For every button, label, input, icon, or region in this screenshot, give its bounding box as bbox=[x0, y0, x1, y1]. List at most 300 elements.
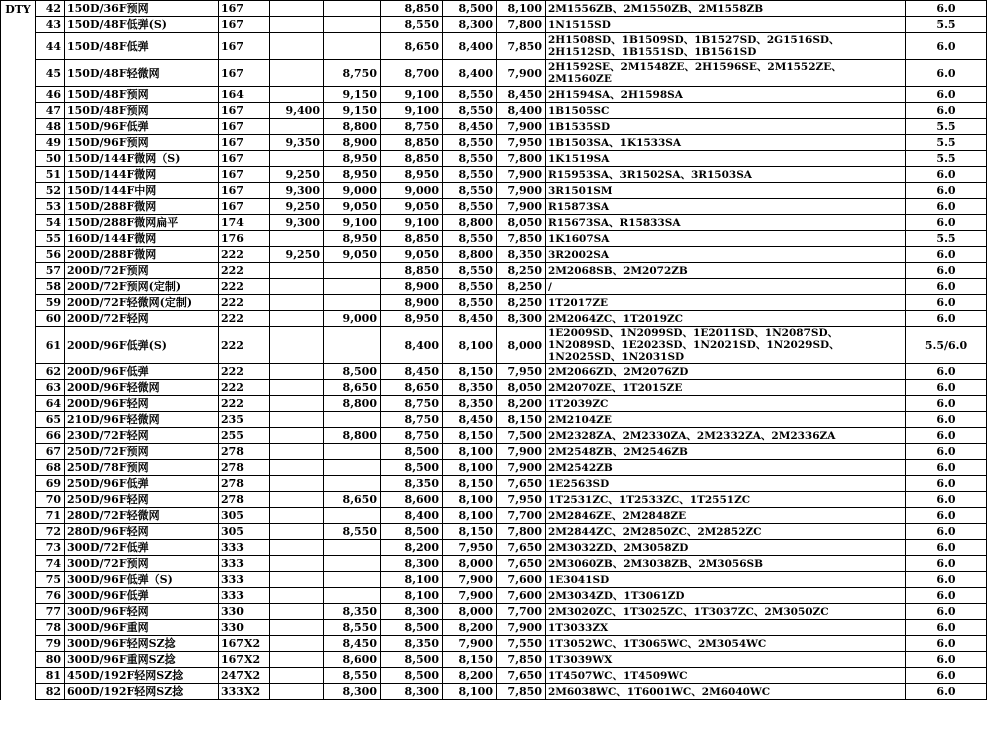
price-col-2: 9,000 bbox=[324, 183, 381, 199]
tolerance-value: 6.0 bbox=[906, 412, 987, 428]
product-spec: 300D/72F低弹 bbox=[65, 540, 219, 556]
price-col-4: 8,200 bbox=[443, 620, 497, 636]
denier-value: 305 bbox=[219, 508, 270, 524]
price-col-5: 7,550 bbox=[497, 636, 546, 652]
table-row bbox=[1, 556, 987, 572]
price-col-1 bbox=[270, 151, 324, 167]
price-col-5: 8,050 bbox=[497, 215, 546, 231]
product-spec: 160D/144F微网 bbox=[65, 231, 219, 247]
product-codes: 1T3033ZX bbox=[546, 620, 906, 636]
row-number: 62 bbox=[36, 364, 65, 380]
table-row bbox=[1, 151, 987, 167]
tolerance-value: 6.0 bbox=[906, 60, 987, 87]
price-col-5: 7,600 bbox=[497, 588, 546, 604]
product-spec: 150D/48F轻微网 bbox=[65, 60, 219, 87]
product-spec: 200D/96F轻网 bbox=[65, 396, 219, 412]
price-col-2 bbox=[324, 17, 381, 33]
product-spec: 250D/78F预网 bbox=[65, 460, 219, 476]
tolerance-value: 6.0 bbox=[906, 524, 987, 540]
product-codes: 1B1535SD bbox=[546, 119, 906, 135]
tolerance-value: 5.5 bbox=[906, 17, 987, 33]
price-col-3: 8,600 bbox=[381, 492, 443, 508]
product-codes: 2H1594SA、2H1598SA bbox=[546, 87, 906, 103]
price-col-3: 8,850 bbox=[381, 135, 443, 151]
price-col-4: 8,550 bbox=[443, 167, 497, 183]
tolerance-value: 6.0 bbox=[906, 295, 987, 311]
product-spec: 280D/72F轻微网 bbox=[65, 508, 219, 524]
price-col-3: 8,950 bbox=[381, 311, 443, 327]
price-col-4: 8,100 bbox=[443, 684, 497, 700]
row-number: 73 bbox=[36, 540, 65, 556]
denier-value: 167 bbox=[219, 199, 270, 215]
price-col-4: 8,000 bbox=[443, 556, 497, 572]
row-number: 65 bbox=[36, 412, 65, 428]
price-col-1 bbox=[270, 231, 324, 247]
denier-value: 222 bbox=[219, 396, 270, 412]
price-col-5: 8,450 bbox=[497, 87, 546, 103]
row-number: 50 bbox=[36, 151, 65, 167]
price-col-3: 8,500 bbox=[381, 524, 443, 540]
denier-value: 255 bbox=[219, 428, 270, 444]
price-col-4: 8,150 bbox=[443, 476, 497, 492]
price-col-2: 8,500 bbox=[324, 364, 381, 380]
price-col-4: 8,550 bbox=[443, 231, 497, 247]
table-row bbox=[1, 279, 987, 295]
price-col-1: 9,300 bbox=[270, 215, 324, 231]
tolerance-value: 6.0 bbox=[906, 476, 987, 492]
price-col-2: 9,050 bbox=[324, 199, 381, 215]
product-spec: 600D/192F轻网SZ捻 bbox=[65, 684, 219, 700]
price-col-5: 8,300 bbox=[497, 311, 546, 327]
price-col-1 bbox=[270, 508, 324, 524]
price-col-2 bbox=[324, 33, 381, 60]
tolerance-value: 6.0 bbox=[906, 588, 987, 604]
price-col-2: 8,950 bbox=[324, 151, 381, 167]
price-col-1 bbox=[270, 460, 324, 476]
price-col-2 bbox=[324, 556, 381, 572]
table-row bbox=[1, 119, 987, 135]
product-codes: 2M2542ZB bbox=[546, 460, 906, 476]
price-col-3: 8,350 bbox=[381, 636, 443, 652]
table-row bbox=[1, 295, 987, 311]
tolerance-value: 6.0 bbox=[906, 396, 987, 412]
price-col-3: 8,900 bbox=[381, 279, 443, 295]
tolerance-value: 6.0 bbox=[906, 87, 987, 103]
product-spec: 250D/96F轻网 bbox=[65, 492, 219, 508]
price-col-4: 8,150 bbox=[443, 428, 497, 444]
price-col-2: 8,600 bbox=[324, 652, 381, 668]
price-col-2: 8,550 bbox=[324, 668, 381, 684]
price-col-3: 9,000 bbox=[381, 183, 443, 199]
product-codes: 2M6038WC、1T6001WC、2M6040WC bbox=[546, 684, 906, 700]
row-number: 64 bbox=[36, 396, 65, 412]
product-codes: 2H1508SD、1B1509SD、1B1527SD、2G1516SD、2H1512SD、1B1551SD、1B1561SD bbox=[546, 33, 906, 60]
price-col-3: 8,100 bbox=[381, 572, 443, 588]
price-col-3: 8,500 bbox=[381, 444, 443, 460]
price-col-3: 8,450 bbox=[381, 364, 443, 380]
table-row bbox=[1, 311, 987, 327]
product-codes: R15873SA bbox=[546, 199, 906, 215]
price-col-1 bbox=[270, 604, 324, 620]
price-col-1 bbox=[270, 636, 324, 652]
product-spec: 300D/72F预网 bbox=[65, 556, 219, 572]
price-col-2 bbox=[324, 327, 381, 364]
price-col-5: 7,900 bbox=[497, 167, 546, 183]
table-row bbox=[1, 636, 987, 652]
price-col-1 bbox=[270, 588, 324, 604]
price-col-3: 8,750 bbox=[381, 412, 443, 428]
table-row bbox=[1, 1, 987, 17]
denier-value: 222 bbox=[219, 279, 270, 295]
denier-value: 333 bbox=[219, 572, 270, 588]
product-spec: 200D/72F预网(定制) bbox=[65, 279, 219, 295]
price-col-1 bbox=[270, 476, 324, 492]
product-codes: 1K1607SA bbox=[546, 231, 906, 247]
price-col-2 bbox=[324, 572, 381, 588]
row-number: 54 bbox=[36, 215, 65, 231]
tolerance-value: 6.0 bbox=[906, 33, 987, 60]
denier-value: 167 bbox=[219, 167, 270, 183]
price-col-4: 8,100 bbox=[443, 492, 497, 508]
product-codes: 1T2531ZC、1T2533ZC、1T2551ZC bbox=[546, 492, 906, 508]
product-codes: 2M2846ZE、2M2848ZE bbox=[546, 508, 906, 524]
price-col-1 bbox=[270, 295, 324, 311]
table-row bbox=[1, 652, 987, 668]
product-spec: 200D/72F轻微网(定制) bbox=[65, 295, 219, 311]
row-number: 67 bbox=[36, 444, 65, 460]
product-codes: 1E2563SD bbox=[546, 476, 906, 492]
tolerance-value: 5.5 bbox=[906, 231, 987, 247]
denier-value: 167 bbox=[219, 17, 270, 33]
product-spec: 150D/48F预网 bbox=[65, 103, 219, 119]
table-row bbox=[1, 60, 987, 87]
table-row bbox=[1, 215, 987, 231]
product-spec: 150D/48F低弹 bbox=[65, 33, 219, 60]
denier-value: 278 bbox=[219, 444, 270, 460]
price-col-4: 8,800 bbox=[443, 247, 497, 263]
table-row bbox=[1, 588, 987, 604]
table-row bbox=[1, 476, 987, 492]
price-table-body bbox=[1, 1, 987, 700]
row-number: 58 bbox=[36, 279, 65, 295]
price-col-3: 8,400 bbox=[381, 327, 443, 364]
price-col-4: 8,450 bbox=[443, 412, 497, 428]
price-col-5: 7,700 bbox=[497, 604, 546, 620]
price-col-1: 9,300 bbox=[270, 183, 324, 199]
price-col-3: 8,650 bbox=[381, 380, 443, 396]
denier-value: 167 bbox=[219, 103, 270, 119]
price-col-5: 7,950 bbox=[497, 135, 546, 151]
table-row bbox=[1, 364, 987, 380]
price-col-2 bbox=[324, 444, 381, 460]
tolerance-value: 6.0 bbox=[906, 492, 987, 508]
price-col-4: 8,550 bbox=[443, 263, 497, 279]
product-spec: 300D/96F重网SZ捻 bbox=[65, 652, 219, 668]
row-number: 74 bbox=[36, 556, 65, 572]
row-number: 44 bbox=[36, 33, 65, 60]
tolerance-value: 6.0 bbox=[906, 540, 987, 556]
table-row bbox=[1, 620, 987, 636]
tolerance-value: 6.0 bbox=[906, 460, 987, 476]
row-number: 46 bbox=[36, 87, 65, 103]
price-col-2: 8,800 bbox=[324, 396, 381, 412]
price-col-1 bbox=[270, 572, 324, 588]
product-spec: 450D/192F轻网SZ捻 bbox=[65, 668, 219, 684]
denier-value: 167 bbox=[219, 151, 270, 167]
tolerance-value: 5.5 bbox=[906, 151, 987, 167]
tolerance-value: 6.0 bbox=[906, 636, 987, 652]
price-col-5: 8,100 bbox=[497, 1, 546, 17]
price-col-4: 8,150 bbox=[443, 524, 497, 540]
price-col-5: 8,250 bbox=[497, 263, 546, 279]
row-number: 82 bbox=[36, 684, 65, 700]
price-col-1 bbox=[270, 524, 324, 540]
price-col-4: 8,550 bbox=[443, 279, 497, 295]
table-row bbox=[1, 668, 987, 684]
price-col-4: 8,350 bbox=[443, 380, 497, 396]
product-codes: 2H1592SE、2M1548ZE、2H1596SE、2M1552ZE、2M1560ZE bbox=[546, 60, 906, 87]
price-col-5: 7,700 bbox=[497, 508, 546, 524]
price-col-1: 9,250 bbox=[270, 167, 324, 183]
price-col-3: 8,500 bbox=[381, 652, 443, 668]
row-number: 79 bbox=[36, 636, 65, 652]
price-col-1 bbox=[270, 327, 324, 364]
product-codes: 2M2548ZB、2M2546ZB bbox=[546, 444, 906, 460]
price-col-2 bbox=[324, 412, 381, 428]
product-spec: 300D/96F重网 bbox=[65, 620, 219, 636]
table-row bbox=[1, 604, 987, 620]
product-codes: 1T2039ZC bbox=[546, 396, 906, 412]
tolerance-value: 5.5 bbox=[906, 135, 987, 151]
tolerance-value: 6.0 bbox=[906, 199, 987, 215]
price-col-5: 7,850 bbox=[497, 652, 546, 668]
price-col-1 bbox=[270, 311, 324, 327]
price-col-3: 8,750 bbox=[381, 428, 443, 444]
table-row bbox=[1, 572, 987, 588]
price-col-4: 8,100 bbox=[443, 460, 497, 476]
row-number: 53 bbox=[36, 199, 65, 215]
price-col-2: 9,100 bbox=[324, 215, 381, 231]
price-col-1 bbox=[270, 412, 324, 428]
product-codes: 2M2328ZA、2M2330ZA、2M2332ZA、2M2336ZA bbox=[546, 428, 906, 444]
row-number: 51 bbox=[36, 167, 65, 183]
denier-value: 333 bbox=[219, 556, 270, 572]
price-col-2: 8,550 bbox=[324, 620, 381, 636]
product-codes: 2M3034ZD、1T3061ZD bbox=[546, 588, 906, 604]
price-col-1 bbox=[270, 33, 324, 60]
product-codes: R15953SA、3R1502SA、3R1503SA bbox=[546, 167, 906, 183]
tolerance-value: 6.0 bbox=[906, 1, 987, 17]
price-col-5: 8,350 bbox=[497, 247, 546, 263]
denier-value: 167 bbox=[219, 60, 270, 87]
row-number: 72 bbox=[36, 524, 65, 540]
tolerance-value: 6.0 bbox=[906, 428, 987, 444]
price-col-3: 8,850 bbox=[381, 1, 443, 17]
tolerance-value: 6.0 bbox=[906, 279, 987, 295]
denier-value: 333 bbox=[219, 588, 270, 604]
denier-value: 222 bbox=[219, 247, 270, 263]
tolerance-value: 6.0 bbox=[906, 684, 987, 700]
table-row bbox=[1, 199, 987, 215]
table-row bbox=[1, 183, 987, 199]
denier-value: 333 bbox=[219, 540, 270, 556]
price-col-3: 8,300 bbox=[381, 556, 443, 572]
product-codes: 2M2104ZE bbox=[546, 412, 906, 428]
price-col-4: 7,900 bbox=[443, 572, 497, 588]
price-col-3: 9,100 bbox=[381, 87, 443, 103]
price-col-5: 7,900 bbox=[497, 60, 546, 87]
price-col-4: 8,550 bbox=[443, 295, 497, 311]
price-col-5: 7,900 bbox=[497, 183, 546, 199]
row-number: 43 bbox=[36, 17, 65, 33]
product-spec: 300D/96F低弹（S) bbox=[65, 572, 219, 588]
product-spec: 200D/72F预网 bbox=[65, 263, 219, 279]
price-col-1 bbox=[270, 263, 324, 279]
price-col-4: 8,400 bbox=[443, 33, 497, 60]
price-col-5: 7,850 bbox=[497, 684, 546, 700]
price-col-3: 8,350 bbox=[381, 476, 443, 492]
price-col-5: 8,200 bbox=[497, 396, 546, 412]
price-col-4: 8,450 bbox=[443, 119, 497, 135]
row-number: 63 bbox=[36, 380, 65, 396]
denier-value: 167 bbox=[219, 183, 270, 199]
tolerance-value: 6.0 bbox=[906, 668, 987, 684]
denier-value: 222 bbox=[219, 327, 270, 364]
price-col-4: 8,100 bbox=[443, 508, 497, 524]
product-codes: 1T3039WX bbox=[546, 652, 906, 668]
price-col-2: 8,800 bbox=[324, 119, 381, 135]
price-col-1: 9,350 bbox=[270, 135, 324, 151]
price-col-1 bbox=[270, 620, 324, 636]
row-number: 80 bbox=[36, 652, 65, 668]
tolerance-value: 6.0 bbox=[906, 311, 987, 327]
tolerance-value: 6.0 bbox=[906, 183, 987, 199]
price-col-4: 8,100 bbox=[443, 327, 497, 364]
price-col-5: 8,250 bbox=[497, 295, 546, 311]
row-number: 75 bbox=[36, 572, 65, 588]
denier-value: 222 bbox=[219, 311, 270, 327]
price-col-2: 9,150 bbox=[324, 87, 381, 103]
product-spec: 210D/96F轻微网 bbox=[65, 412, 219, 428]
denier-value: 235 bbox=[219, 412, 270, 428]
price-col-4: 8,550 bbox=[443, 183, 497, 199]
price-col-5: 7,950 bbox=[497, 492, 546, 508]
row-number: 77 bbox=[36, 604, 65, 620]
row-number: 56 bbox=[36, 247, 65, 263]
tolerance-value: 5.5/6.0 bbox=[906, 327, 987, 364]
product-codes: 2M3032ZD、2M3058ZD bbox=[546, 540, 906, 556]
product-spec: 200D/288F微网 bbox=[65, 247, 219, 263]
price-col-4: 8,150 bbox=[443, 364, 497, 380]
product-spec: 150D/144F微网（S) bbox=[65, 151, 219, 167]
denier-value: 330 bbox=[219, 604, 270, 620]
product-spec: 250D/72F预网 bbox=[65, 444, 219, 460]
denier-value: 278 bbox=[219, 460, 270, 476]
table-row bbox=[1, 231, 987, 247]
price-col-2 bbox=[324, 476, 381, 492]
table-row bbox=[1, 460, 987, 476]
product-codes: 1E2009SD、1N2099SD、1E2011SD、1N2087SD、1N2089SD、1E2023SD、1N2021SD、1N2029SD、1N2025SD、1N2031SD bbox=[546, 327, 906, 364]
price-col-2 bbox=[324, 460, 381, 476]
table-row bbox=[1, 135, 987, 151]
tolerance-value: 6.0 bbox=[906, 247, 987, 263]
price-col-4: 8,800 bbox=[443, 215, 497, 231]
price-col-3: 8,850 bbox=[381, 151, 443, 167]
price-col-1 bbox=[270, 540, 324, 556]
price-col-1 bbox=[270, 87, 324, 103]
denier-value: 305 bbox=[219, 524, 270, 540]
price-col-5: 7,650 bbox=[497, 476, 546, 492]
table-row bbox=[1, 540, 987, 556]
price-col-3: 8,300 bbox=[381, 684, 443, 700]
price-col-3: 8,200 bbox=[381, 540, 443, 556]
table-row bbox=[1, 247, 987, 263]
price-col-4: 8,150 bbox=[443, 652, 497, 668]
price-col-5: 8,050 bbox=[497, 380, 546, 396]
price-col-4: 8,500 bbox=[443, 1, 497, 17]
product-spec: 250D/96F低弹 bbox=[65, 476, 219, 492]
price-col-2 bbox=[324, 279, 381, 295]
product-codes: R15673SA、R15833SA bbox=[546, 215, 906, 231]
price-col-5: 7,600 bbox=[497, 572, 546, 588]
row-number: 61 bbox=[36, 327, 65, 364]
denier-value: 278 bbox=[219, 492, 270, 508]
price-col-3: 9,100 bbox=[381, 215, 443, 231]
denier-value: 222 bbox=[219, 380, 270, 396]
product-codes: 2M1556ZB、2M1550ZB、2M1558ZB bbox=[546, 1, 906, 17]
price-col-1 bbox=[270, 60, 324, 87]
price-col-1 bbox=[270, 444, 324, 460]
row-number: 59 bbox=[36, 295, 65, 311]
product-spec: 200D/96F低弹(S) bbox=[65, 327, 219, 364]
price-col-4: 8,550 bbox=[443, 199, 497, 215]
product-codes: 1B1503SA、1K1533SA bbox=[546, 135, 906, 151]
price-col-3: 8,500 bbox=[381, 460, 443, 476]
price-col-1 bbox=[270, 428, 324, 444]
row-number: 42 bbox=[36, 1, 65, 17]
price-col-3: 9,100 bbox=[381, 103, 443, 119]
price-col-2 bbox=[324, 588, 381, 604]
table-row bbox=[1, 380, 987, 396]
tolerance-value: 6.0 bbox=[906, 167, 987, 183]
row-number: 81 bbox=[36, 668, 65, 684]
price-col-3: 8,750 bbox=[381, 396, 443, 412]
row-number: 47 bbox=[36, 103, 65, 119]
price-col-4: 7,950 bbox=[443, 540, 497, 556]
table-row bbox=[1, 17, 987, 33]
tolerance-value: 6.0 bbox=[906, 364, 987, 380]
price-col-5: 8,150 bbox=[497, 412, 546, 428]
price-col-5: 8,400 bbox=[497, 103, 546, 119]
price-col-2: 9,150 bbox=[324, 103, 381, 119]
price-col-1 bbox=[270, 364, 324, 380]
product-codes: 1E3041SD bbox=[546, 572, 906, 588]
table-row bbox=[1, 167, 987, 183]
price-col-1: 9,250 bbox=[270, 199, 324, 215]
price-col-3: 8,300 bbox=[381, 604, 443, 620]
product-spec: 150D/96F预网 bbox=[65, 135, 219, 151]
product-codes: 1T3052WC、1T3065WC、2M3054WC bbox=[546, 636, 906, 652]
tolerance-value: 6.0 bbox=[906, 103, 987, 119]
product-codes: 1B1505SC bbox=[546, 103, 906, 119]
price-col-1: 9,250 bbox=[270, 247, 324, 263]
table-row bbox=[1, 428, 987, 444]
product-codes: 2M2064ZC、1T2019ZC bbox=[546, 311, 906, 327]
price-col-4: 8,000 bbox=[443, 604, 497, 620]
denier-value: 333X2 bbox=[219, 684, 270, 700]
table-row bbox=[1, 684, 987, 700]
price-col-3: 8,950 bbox=[381, 167, 443, 183]
